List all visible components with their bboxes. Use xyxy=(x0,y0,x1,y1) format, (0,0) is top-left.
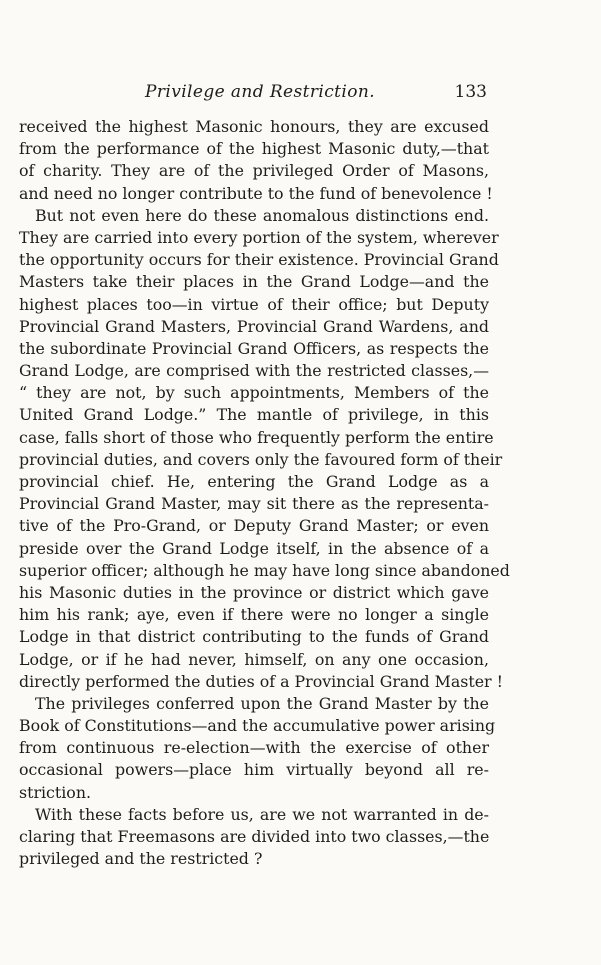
text-line: United Grand Lodge.” The mantle of privilege, in this xyxy=(19,405,489,425)
text-line: Masters take their places in the Grand Lodge—and the xyxy=(19,272,489,292)
text-line: of charity. They are of the privileged Order of Masons, xyxy=(19,161,489,181)
text-line: “ they are not, by such appointments, Members of the xyxy=(19,383,489,403)
text-line: Book of Constitutions—and the accumulative power arising xyxy=(19,716,496,736)
text-line: and need no longer contribute to the fund of benevolence ! xyxy=(19,183,493,203)
text-line: from the performance of the highest Masonic duty,—that xyxy=(19,139,489,159)
text-line: the subordinate Provincial Grand Officers, as respects the xyxy=(19,338,489,358)
text-line: directly performed the duties of a Provincial Grand Master ! xyxy=(19,671,503,691)
text-line: superior officer; although he may have long since abandoned xyxy=(19,560,510,580)
text-line: Lodge in that district contributing to the funds of Grand xyxy=(19,627,489,647)
text-line: The privileges conferred upon the Grand Master by the xyxy=(35,693,489,713)
text-line: Provincial Grand Masters, Provincial Grand Wardens, and xyxy=(19,316,489,336)
text-line: Lodge, or if he had never, himself, on any one occasion, xyxy=(19,649,489,669)
text-line: tive of the Pro-Grand, or Deputy Grand Master; or even xyxy=(19,516,489,536)
text-line: With these facts before us, are we not warranted in de- xyxy=(35,804,489,824)
running-header xyxy=(145,82,487,106)
text-line: him his rank; aye, even if there were no longer a single xyxy=(19,605,489,625)
text-line: from continuous re-election—with the exercise of other xyxy=(19,738,489,758)
text-line: highest places too—in virtue of their office; but Deputy xyxy=(19,294,489,314)
text-line: the opportunity occurs for their existence. Provincial Grand xyxy=(19,250,499,270)
text-line: case, falls short of those who frequently perform the entire xyxy=(19,427,494,447)
text-line: occasional powers—place him virtually beyond all re- xyxy=(19,760,489,780)
page-number: 133 xyxy=(454,82,487,102)
text-line: claring that Freemasons are divided into two classes,—the xyxy=(19,827,490,846)
text-line: But not even here do these anomalous distinctions end. xyxy=(35,205,489,225)
running-title: Privilege and Restriction. xyxy=(145,82,376,102)
text-line: They are carried into every portion of the system, wherever xyxy=(19,227,499,247)
text-line: striction. xyxy=(19,782,92,802)
body-text xyxy=(19,116,510,870)
text-line: Provincial Grand Master, may sit there as the representa- xyxy=(19,494,489,514)
text-line: received the highest Masonic honours, they are excused xyxy=(19,117,489,136)
text-line: his Masonic duties in the province or district which gave xyxy=(19,582,489,602)
text-line: provincial chief. He, entering the Grand Lodge as a xyxy=(19,472,489,491)
text-line: privileged and the restricted ? xyxy=(19,849,263,869)
text-line: Grand Lodge, are comprised with the restricted classes,— xyxy=(19,361,489,381)
text-line: preside over the Grand Lodge itself, in the absence of a xyxy=(19,538,489,558)
text-line: provincial duties, and covers only the favoured form of their xyxy=(19,449,503,469)
